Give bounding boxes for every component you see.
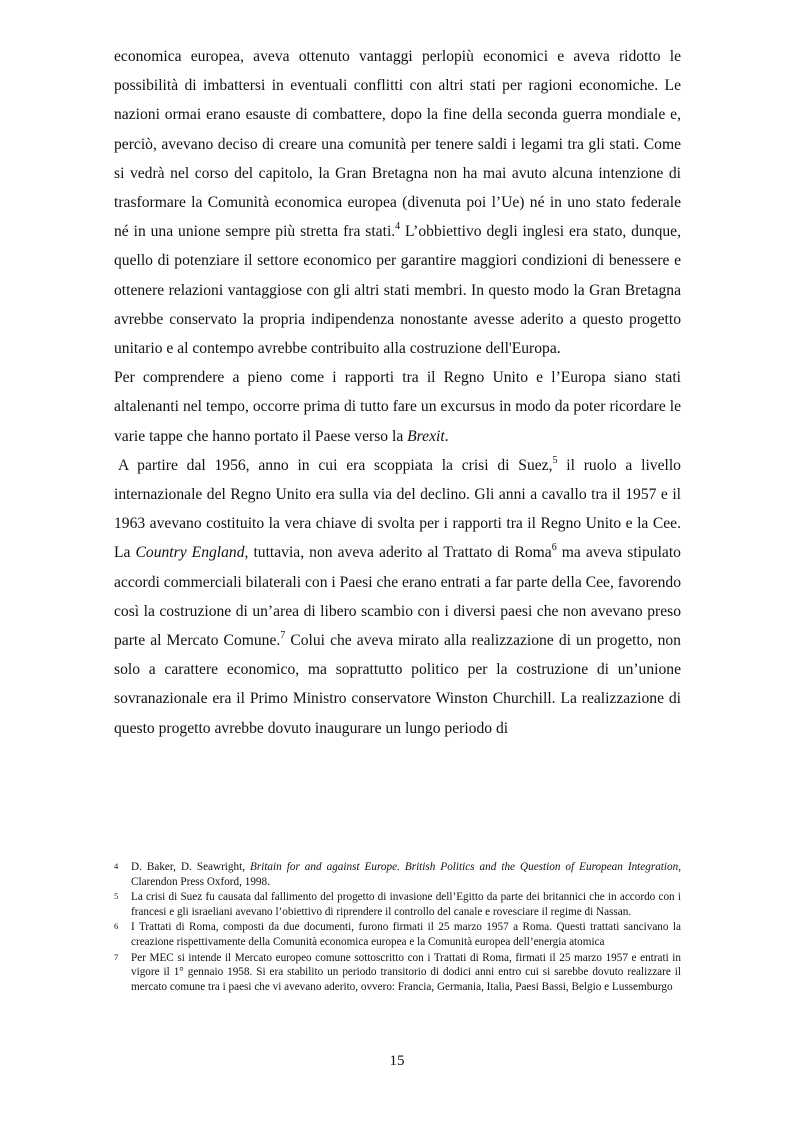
text-run: A partire dal 1956, anno in cui era scoppiata la crisi di Suez, <box>118 456 553 474</box>
footnote-text <box>131 951 681 995</box>
text-run: , tuttavia, non aveva aderito al Trattato di Roma <box>244 544 552 562</box>
paragraph <box>114 42 681 363</box>
text-run: il ruolo a livello internazionale del Regno Unito era sulla via del declino. Gli anni a cavallo tra il 1957 e il 1963 avevano costituito la vera chiave di svolta per i rapporti tra il Regno Unito e la Cee. La <box>114 456 681 562</box>
text-run: economica europea, aveva ottenuto vantaggi perlopiù economici e aveva ridotto le possibilità di imbattersi in eventuali conflitti con altri stati per ragioni economiche. Le nazioni ormai erano esauste di combattere, dopo la fine della seconda guerra mondiale e, perciò, avevano deciso di creare una comunità per tenere saldi i legami tra gli stati. Come si vedrà nel corso del capitolo, la Gran Bretagna non ha mai avuto alcuna intenzione di trasformare la Comunità economica europea (divenuta poi l’Ue) né in uno stato federale né in una unione sempre più stretta fra stati. <box>114 48 681 241</box>
footnote-number: 5 <box>114 891 119 902</box>
footnote <box>114 920 681 949</box>
footnote-text <box>131 860 681 889</box>
footnotes <box>114 860 681 995</box>
footnote-number: 6 <box>114 921 119 932</box>
text-run: . <box>444 427 449 445</box>
body-text <box>114 42 681 743</box>
italic-text: Brexit <box>407 427 445 445</box>
text-run: Per comprendere a pieno come i rapporti tra il Regno Unito e l’Europa siano stati altalenanti nel tempo, occorre prima di tutto fare un excursus in modo da poter ricordare le varie tappe che hanno portato il Paese verso la <box>114 369 681 445</box>
text-run: D. Baker, D. Seawright, <box>131 861 251 873</box>
footnote-text <box>131 890 681 919</box>
footnote <box>114 860 681 889</box>
footnote-reference: 6 <box>551 542 557 554</box>
text-run: , Clarendon Press Oxford, 1998. <box>131 861 681 888</box>
footnote <box>114 951 681 995</box>
footnote-reference: 4 <box>395 221 401 233</box>
footnote-reference: 5 <box>552 454 558 466</box>
text-run: L’obbiettivo degli inglesi era stato, dunque, quello di potenziare il settore economico per garantire maggiori condizioni di benessere e ottenere relazioni vantaggiose con gli altri stati membri. In questo modo la Gran Bretagna avrebbe conservato la propria indipendenza nonostante avesse aderito a questo progetto unitario e al contempo avrebbe contribuito alla costruzione dell'Europa. <box>114 223 681 358</box>
page-number: 15 <box>389 1053 405 1069</box>
footnote-number: 4 <box>114 861 119 871</box>
text-run: I Trattati di Roma, composti da due documenti, furono firmati il 25 marzo 1957 a Roma. Questi trattati sancivano la creazione rispettivamente della Comunità economica europea e la Comunità europea dell’energia atomica <box>131 921 681 948</box>
footnote-number: 7 <box>114 951 119 962</box>
footnote-reference: 7 <box>280 629 286 641</box>
italic-text: Country England <box>135 544 245 562</box>
text-run: Per MEC si intende il Mercato europeo comune sottoscritto con i Trattati di Roma, firmati il 25 marzo 1957 e entrati in vigore il 1° gennaio 1958. Si era stabilito un periodo transitorio di dodici anni entro cui si sarebbe dovuto realizzare il mercato comune tra i paesi che vi avevano aderito, ovvero: Francia, Germania, Italia, Paesi Bassi, Belgio e Lussemburgo <box>131 951 681 993</box>
paragraph <box>114 451 681 743</box>
italic-text: Britain for and against Europe. British Politics and the Question of European Integration <box>250 861 679 873</box>
paragraph <box>114 363 681 451</box>
footnote-text <box>131 920 681 949</box>
text-run: ma aveva stipulato accordi commerciali bilaterali con i Paesi che erano entrati a far parte della Cee, favorendo così la costruzione di un’area di libero scambio con i diversi paesi che non avevano preso parte al Mercato Comune. <box>114 544 681 650</box>
text-run: Colui che aveva mirato alla realizzazione di un progetto, non solo a carattere economico, ma soprattutto politico per la costruzione di un’unione sovranazionale era il Primo Ministro conservatore Winston Churchill. La realizzazione di questo progetto avrebbe dovuto inaugurare un lungo periodo di <box>114 632 681 737</box>
footnote <box>114 890 681 919</box>
text-run: La crisi di Suez fu causata dal fallimento del progetto di invasione dell’Egitto da parte dei britannici che in accordo con i francesi e gli israeliani avevano l’obiettivo di riprendere il controllo del canale e rovesciare il regime di Nassan. <box>131 891 681 918</box>
